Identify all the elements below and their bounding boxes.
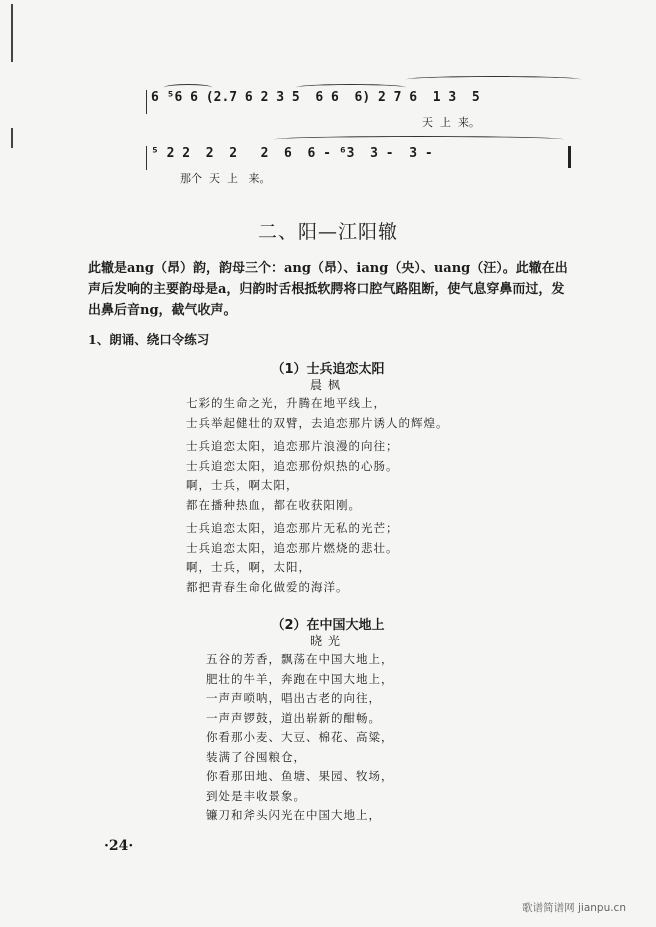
- poem-line: 啊，士兵，啊，太阳，: [186, 560, 311, 574]
- poem-line: 一声声锣鼓，道出崭新的酣畅。: [206, 710, 381, 725]
- score-line-2: ⁵ 2 2 2 2 2 6 6 - ⁶3 3 - 3 -: [146, 146, 586, 170]
- score-line-1: 6 ⁵6 6 (2.7 6 2 3 5 6 6 6) 2 7 6 1 3 5: [146, 90, 586, 114]
- poem-line: 装满了谷囤粮仓，: [206, 749, 306, 764]
- margin-rule-mid: [11, 128, 13, 148]
- poem-line: 七彩的生命之光，升腾在地平线上，: [186, 396, 386, 410]
- margin-rule-top: [11, 4, 13, 62]
- poem-line: 士兵追恋太阳，追恋那片燃烧的悲壮。: [186, 540, 399, 555]
- slur: [274, 136, 564, 143]
- poem-line: 到处是丰收景象。: [206, 788, 306, 803]
- poem-line: 啊，士兵，啊太阳，: [186, 478, 299, 492]
- score-lyrics-2: 那个 天 上 来。: [180, 172, 271, 185]
- poem1-author: 晨枫: [309, 378, 346, 392]
- score-lyrics-1: 天 上 来。: [422, 116, 480, 129]
- poem-line: 士兵追恋太阳，追恋那份炽热的心肠。: [186, 458, 399, 473]
- slur: [406, 76, 581, 83]
- poem2-title: （2）在中国大地上: [271, 618, 385, 633]
- poem2-author: 晓光: [309, 634, 346, 648]
- jianpu-score: [146, 90, 586, 130]
- exercise-subheading: 1、朗诵、绕口令练习: [88, 332, 210, 347]
- site-watermark: 歌谱简谱网 jianpu.cn: [522, 902, 626, 914]
- final-barline: [568, 146, 571, 168]
- poem-line: 镰刀和斧头闪光在中国大地上，: [206, 808, 381, 822]
- poem-line: 都把青春生命化做爱的海洋。: [186, 579, 349, 594]
- poem-line: 你看那田地、鱼塘、果园、牧场，: [206, 769, 394, 783]
- poem1-title: （1）士兵追恋太阳: [271, 362, 385, 377]
- poem-line: 士兵追恋太阳，追恋那片无私的光芒；: [186, 521, 399, 535]
- intro-paragraph: 此辙是ang（昂）韵，韵母三个：ang（昂）、iang（央）、uang（汪）。此辙在出声后发响的主要韵母是a，归韵时舌根抵软腭将口腔气路阻断，使气息穿鼻而过，发出鼻后音ng，截气收声。: [88, 261, 568, 318]
- poem-line: 都在播种热血，都在收获阳刚。: [186, 497, 361, 512]
- jianpu-score-2: [146, 146, 586, 186]
- poem-line: 士兵举起健壮的双臂，去追恋那片诱人的辉煌。: [186, 415, 449, 430]
- poem-line: 士兵追恋太阳，追恋那片浪漫的向往；: [186, 439, 399, 453]
- poem-line: 肥壮的牛羊，奔跑在中国大地上，: [206, 671, 394, 686]
- poem-line: 一声声唢呐，唱出古老的向往，: [206, 691, 381, 705]
- page-number: ·24·: [104, 838, 134, 854]
- section-title: 二、阳—江阳辙: [257, 221, 398, 243]
- poem-line: 你看那小麦、大豆、棉花、高粱，: [206, 730, 394, 744]
- poem2-body: [206, 650, 394, 826]
- poem-line: 五谷的芳香，飘荡在中国大地上，: [206, 652, 394, 666]
- poem1-body: [186, 394, 449, 597]
